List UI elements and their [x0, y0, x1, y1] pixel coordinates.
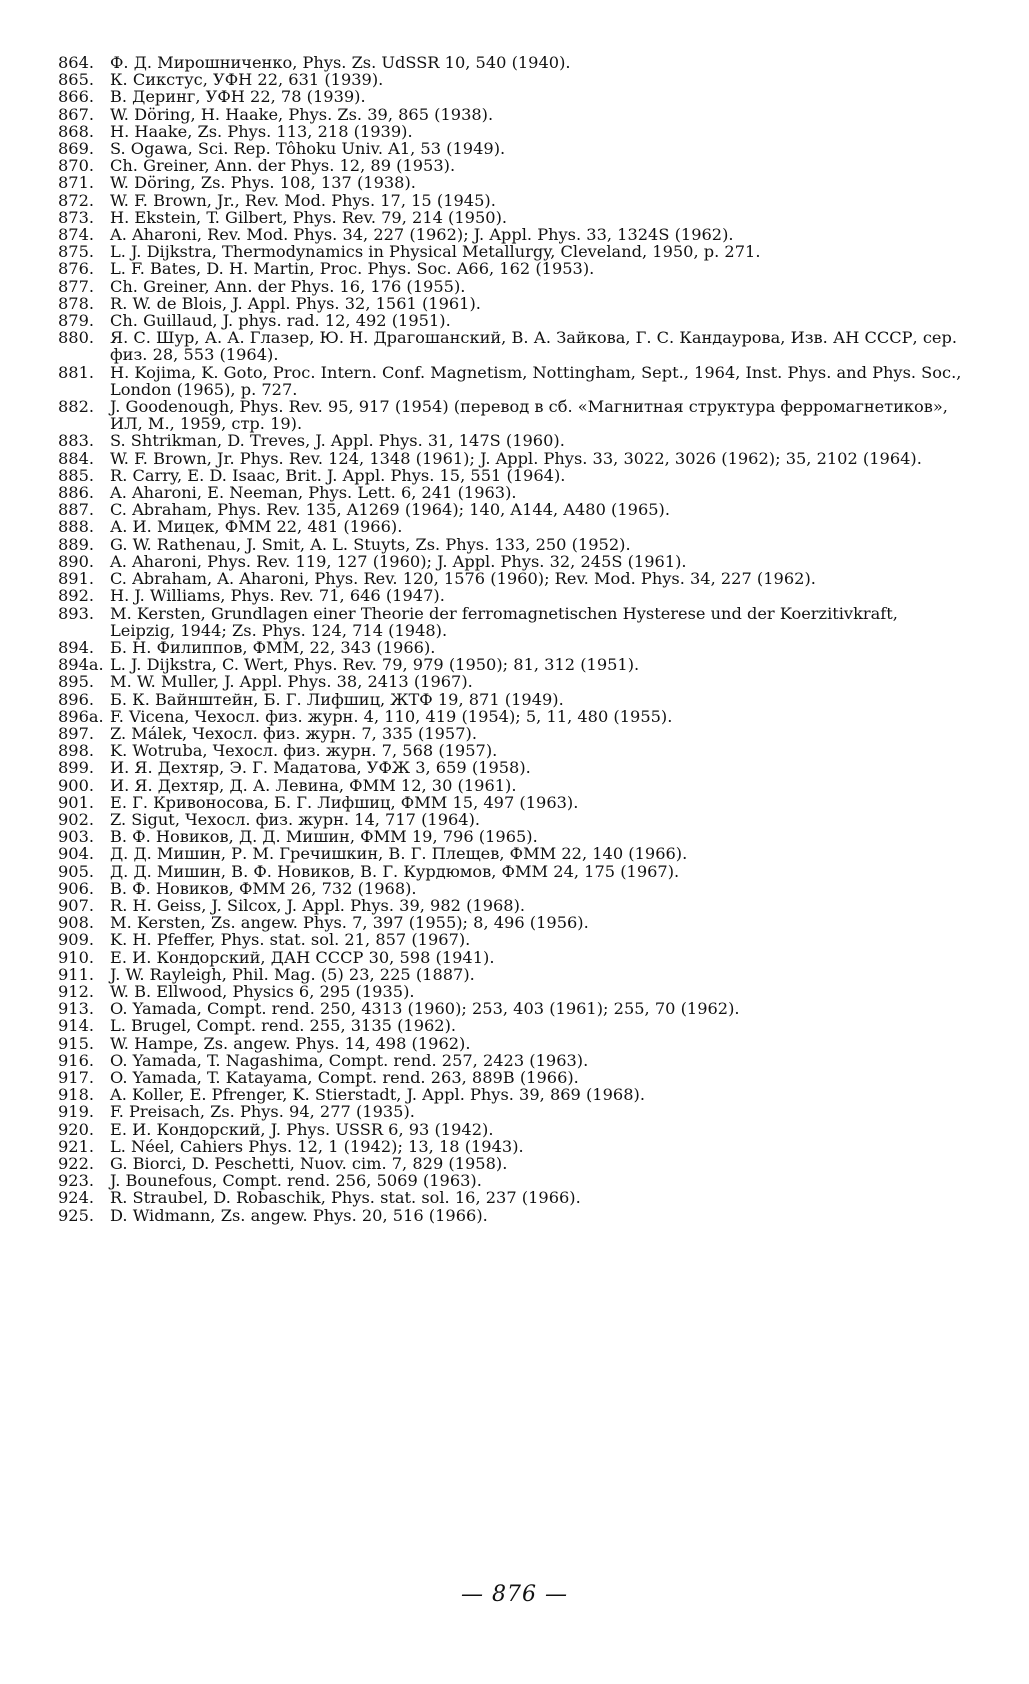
reference-text: C. Abraham, A. Aharoni, Phys. Rev. 120, 1576 (1960); Rev. Mod. Phys. 34, 227 (1962). — [110, 569, 816, 589]
reference-text: Б. Н. Филиппов, ФММ, 22, 343 (1966). — [110, 637, 436, 657]
reference-number: 901. — [58, 792, 95, 812]
reference-text: A. Aharoni, Rev. Mod. Phys. 34, 227 (1962); J. Appl. Phys. 33, 1324S (1962). — [110, 225, 734, 245]
reference-item — [58, 897, 963, 914]
reference-text: Ch. Greiner, Ann. der Phys. 16, 176 (1955). — [110, 276, 466, 296]
reference-item — [58, 587, 963, 604]
reference-text: Z. Málek, Чехосл. физ. журн. 7, 335 (1957). — [110, 723, 477, 743]
reference-item — [58, 1017, 963, 1034]
reference-item — [58, 708, 963, 725]
reference-text: L. Néel, Cahiers Phys. 12, 1 (1942); 13, 18 (1943). — [110, 1136, 524, 1156]
reference-number: 883. — [58, 431, 95, 451]
reference-number: 881. — [58, 362, 95, 382]
reference-item — [58, 467, 963, 484]
reference-item — [58, 174, 963, 191]
reference-item — [58, 140, 963, 157]
reference-number: 890. — [58, 551, 95, 571]
reference-text: Е. Г. Кривоносова, Б. Г. Лифшиц, ФММ 15, 497 (1963). — [110, 792, 579, 812]
reference-item — [58, 192, 963, 209]
reference-item — [58, 226, 963, 243]
reference-item — [58, 983, 963, 1000]
reference-item — [58, 364, 963, 398]
reference-number: 896. — [58, 689, 95, 709]
reference-number: 921. — [58, 1136, 95, 1156]
reference-number: 910. — [58, 947, 95, 967]
reference-number: 918. — [58, 1085, 95, 1105]
reference-text: H. Haake, Zs. Phys. 113, 218 (1939). — [110, 121, 413, 141]
page-number: — 876 — — [461, 1582, 568, 1607]
reference-text: H. Ekstein, T. Gilbert, Phys. Rev. 79, 214 (1950). — [110, 207, 508, 227]
reference-item — [58, 1121, 963, 1138]
reference-item — [58, 71, 963, 88]
reference-item — [58, 949, 963, 966]
reference-text: H. Kojima, K. Goto, Proc. Intern. Conf. Magnetism, Nottingham, Sept., 1964, Inst. Phys. and Phys. Soc., London (1965), p. 727. — [110, 362, 962, 399]
reference-item — [58, 501, 963, 518]
reference-text: W. F. Brown, Jr., Rev. Mod. Phys. 17, 15 (1945). — [110, 190, 496, 210]
reference-item — [58, 863, 963, 880]
reference-number: 889. — [58, 534, 95, 554]
reference-number: 876. — [58, 259, 95, 279]
reference-text: K. Wotruba, Чехосл. физ. журн. 7, 568 (1957). — [110, 741, 498, 761]
reference-number: 884. — [58, 448, 95, 468]
reference-number: 879. — [58, 311, 95, 331]
reference-item — [58, 536, 963, 553]
reference-text: A. Koller, E. Pfrenger, K. Stierstadt, J. Appl. Phys. 39, 869 (1968). — [110, 1085, 645, 1105]
reference-text: И. Я. Дехтяр, Э. Г. Мадатова, УФЖ 3, 659 (1958). — [110, 758, 531, 778]
reference-number: 905. — [58, 861, 95, 881]
reference-number: 893. — [58, 603, 95, 623]
reference-text: Ch. Guillaud, J. phys. rad. 12, 492 (1951). — [110, 311, 451, 331]
reference-item — [58, 691, 963, 708]
reference-item — [58, 1000, 963, 1017]
reference-number: 914. — [58, 1016, 95, 1036]
reference-text: K. H. Pfeffer, Phys. stat. sol. 21, 857 (1967). — [110, 930, 471, 950]
reference-text: L. J. Dijkstra, C. Wert, Phys. Rev. 79, 979 (1950); 81, 312 (1951). — [110, 655, 640, 675]
reference-text: A. Aharoni, E. Neeman, Phys. Lett. 6, 241 (1963). — [110, 483, 517, 503]
reference-text: L. Brugel, Compt. rend. 255, 3135 (1962). — [110, 1016, 457, 1036]
reference-text: В. Ф. Новиков, Д. Д. Мишин, ФММ 19, 796 (1965). — [110, 827, 538, 847]
reference-item — [58, 54, 963, 71]
reference-number: 911. — [58, 964, 95, 984]
reference-text: И. Я. Дехтяр, Д. А. Левина, ФММ 12, 30 (1961). — [110, 775, 517, 795]
reference-item — [58, 656, 963, 673]
reference-item — [58, 123, 963, 140]
reference-number: 907. — [58, 895, 95, 915]
reference-number: 904. — [58, 844, 95, 864]
reference-item — [58, 295, 963, 312]
reference-number: 915. — [58, 1033, 95, 1053]
reference-text: Б. К. Вайнштейн, Б. Г. Лифшиц, ЖТФ 19, 871 (1949). — [110, 689, 564, 709]
reference-number: 871. — [58, 173, 95, 193]
reference-item — [58, 570, 963, 587]
reference-text: R. H. Geiss, J. Silcox, J. Appl. Phys. 39, 982 (1968). — [110, 895, 526, 915]
reference-text: Е. И. Кондорский, ДАН СССР 30, 598 (1941). — [110, 947, 495, 967]
reference-item — [58, 605, 963, 639]
reference-list — [58, 54, 963, 1224]
reference-number: 873. — [58, 207, 95, 227]
reference-item — [58, 742, 963, 759]
reference-item — [58, 398, 963, 432]
reference-item — [58, 725, 963, 742]
reference-number: 917. — [58, 1067, 95, 1087]
reference-number: 909. — [58, 930, 95, 950]
reference-number: 886. — [58, 483, 95, 503]
reference-number: 888. — [58, 517, 95, 537]
reference-number: 895. — [58, 672, 95, 692]
reference-text: J. Bounefous, Compt. rend. 256, 5069 (1963). — [110, 1171, 482, 1191]
reference-item — [58, 157, 963, 174]
reference-text: F. Preisach, Zs. Phys. 94, 277 (1935). — [110, 1102, 415, 1122]
reference-text: R. W. de Blois, J. Appl. Phys. 32, 1561 (1961). — [110, 293, 481, 313]
reference-number: 906. — [58, 878, 95, 898]
reference-item — [58, 1138, 963, 1155]
reference-item — [58, 845, 963, 862]
reference-text: O. Yamada, T. Nagashima, Compt. rend. 257, 2423 (1963). — [110, 1050, 589, 1070]
reference-text: Д. Д. Мишин, В. Ф. Новиков, В. Г. Курдюмов, ФММ 24, 175 (1967). — [110, 861, 680, 881]
reference-text: К. Сикстус, УФН 22, 631 (1939). — [110, 70, 384, 90]
reference-item — [58, 880, 963, 897]
reference-item — [58, 1052, 963, 1069]
reference-number: 913. — [58, 999, 95, 1019]
reference-item — [58, 450, 963, 467]
reference-number: 923. — [58, 1171, 95, 1191]
reference-text: C. Abraham, Phys. Rev. 135, A1269 (1964); 140, A144, A480 (1965). — [110, 500, 671, 520]
reference-item — [58, 278, 963, 295]
reference-number: 870. — [58, 156, 95, 176]
reference-number: 882. — [58, 397, 95, 417]
reference-number: 908. — [58, 913, 95, 933]
reference-number: 872. — [58, 190, 95, 210]
reference-text: Z. Sigut, Чехосл. физ. журн. 14, 717 (1964). — [110, 809, 481, 829]
reference-text: А. И. Мицек, ФММ 22, 481 (1966). — [110, 517, 403, 537]
reference-number: 897. — [58, 723, 95, 743]
reference-text: J. W. Rayleigh, Phil. Mag. (5) 23, 225 (1887). — [110, 964, 475, 984]
reference-text: M. Kersten, Grundlagen einer Theorie der ferromagnetischen Hysterese und der Koerzitivkraft, Leipzig, 1944; Zs. Phys. 124, 714 (1948). — [110, 603, 898, 640]
reference-text: G. Biorci, D. Peschetti, Nuov. cim. 7, 829 (1958). — [110, 1154, 508, 1173]
reference-number: 868. — [58, 121, 95, 141]
reference-number: 874. — [58, 225, 95, 245]
reference-item — [58, 639, 963, 656]
reference-text: O. Yamada, Compt. rend. 250, 4313 (1960); 253, 403 (1961); 255, 70 (1962). — [110, 999, 740, 1019]
reference-text: R. Straubel, D. Robaschik, Phys. stat. sol. 16, 237 (1966). — [110, 1188, 581, 1208]
reference-text: J. Goodenough, Phys. Rev. 95, 917 (1954) (перевод в сб. «Магнитная структура ферромагнетиков», ИЛ, М., 1959, стр. 19). — [110, 397, 948, 434]
reference-text: W. Hampe, Zs. angew. Phys. 14, 498 (1962). — [110, 1033, 471, 1053]
reference-text: F. Vicena, Чехосл. физ. журн. 4, 110, 419 (1954); 5, 11, 480 (1955). — [110, 706, 673, 726]
reference-item — [58, 106, 963, 123]
reference-text: W. F. Brown, Jr. Phys. Rev. 124, 1348 (1961); J. Appl. Phys. 33, 3022, 3026 (1962); 35, 2102 (1964). — [110, 448, 922, 468]
reference-text: W. Döring, H. Haake, Phys. Zs. 39, 865 (1938). — [110, 104, 494, 124]
reference-item — [58, 1189, 963, 1206]
reference-number: 875. — [58, 242, 95, 262]
reference-item — [58, 1207, 963, 1224]
reference-number: 894a. — [58, 655, 104, 675]
reference-text: M. W. Muller, J. Appl. Phys. 38, 2413 (1967). — [110, 672, 473, 692]
reference-item — [58, 673, 963, 690]
reference-text: R. Carry, E. D. Isaac, Brit. J. Appl. Phys. 15, 551 (1964). — [110, 465, 566, 485]
reference-item — [58, 1069, 963, 1086]
reference-number: 898. — [58, 741, 95, 761]
reference-item — [58, 553, 963, 570]
reference-item — [58, 432, 963, 449]
reference-number: 919. — [58, 1102, 95, 1122]
reference-number: 864. — [58, 53, 95, 72]
reference-text: S. Shtrikman, D. Treves, J. Appl. Phys. 31, 147S (1960). — [110, 431, 565, 451]
reference-item — [58, 312, 963, 329]
reference-text: Ch. Greiner, Ann. der Phys. 12, 89 (1953). — [110, 156, 456, 176]
reference-text: H. J. Williams, Phys. Rev. 71, 646 (1947). — [110, 586, 445, 606]
reference-text: В. Ф. Новиков, ФММ 26, 732 (1968). — [110, 878, 417, 898]
reference-number: 866. — [58, 87, 95, 107]
reference-number: 867. — [58, 104, 95, 124]
reference-text: W. Döring, Zs. Phys. 108, 137 (1938). — [110, 173, 416, 193]
reference-text: M. Kersten, Zs. angew. Phys. 7, 397 (1955); 8, 496 (1956). — [110, 913, 589, 933]
reference-item — [58, 794, 963, 811]
reference-number: 912. — [58, 981, 95, 1001]
reference-text: W. B. Ellwood, Physics 6, 295 (1935). — [110, 981, 415, 1001]
reference-text: Я. С. Шур, А. А. Глазер, Ю. Н. Драгошанский, В. А. Зайкова, Г. С. Кандаурова, Изв. АН СССР, сер. физ. 28, 553 (1964). — [110, 328, 957, 365]
reference-number: 865. — [58, 70, 95, 90]
reference-number: 922. — [58, 1154, 95, 1173]
reference-item — [58, 759, 963, 776]
reference-number: 891. — [58, 569, 95, 589]
reference-text: L. F. Bates, D. H. Martin, Proc. Phys. Soc. A66, 162 (1953). — [110, 259, 595, 279]
reference-number: 903. — [58, 827, 95, 847]
reference-item — [58, 1155, 963, 1172]
reference-item — [58, 260, 963, 277]
reference-item — [58, 966, 963, 983]
reference-number: 885. — [58, 465, 95, 485]
reference-item — [58, 484, 963, 501]
reference-item — [58, 1172, 963, 1189]
reference-text: A. Aharoni, Phys. Rev. 119, 127 (1960); J. Appl. Phys. 32, 245S (1961). — [110, 551, 687, 571]
reference-item — [58, 777, 963, 794]
reference-number: 877. — [58, 276, 95, 296]
reference-text: G. W. Rathenau, J. Smit, A. L. Stuyts, Zs. Phys. 133, 250 (1952). — [110, 534, 631, 554]
reference-item — [58, 518, 963, 535]
reference-item — [58, 209, 963, 226]
reference-text: S. Ogawa, Sci. Rep. Tôhoku Univ. A1, 53 (1949). — [110, 139, 506, 159]
reference-number: 900. — [58, 775, 95, 795]
reference-number: 925. — [58, 1205, 95, 1225]
reference-number: 887. — [58, 500, 95, 520]
reference-number: 920. — [58, 1119, 95, 1139]
reference-text: L. J. Dijkstra, Thermodynamics in Physical Metallurgy, Cleveland, 1950, p. 271. — [110, 242, 761, 262]
reference-item — [58, 1103, 963, 1120]
reference-number: 869. — [58, 139, 95, 159]
reference-text: O. Yamada, T. Katayama, Compt. rend. 263, 889B (1966). — [110, 1067, 579, 1087]
reference-item — [58, 329, 963, 363]
reference-number: 892. — [58, 586, 95, 606]
reference-text: В. Деринг, УФН 22, 78 (1939). — [110, 87, 366, 107]
reference-text: D. Widmann, Zs. angew. Phys. 20, 516 (1966). — [110, 1205, 488, 1225]
reference-text: Д. Д. Мишин, Р. М. Гречишкин, В. Г. Плещев, ФММ 22, 140 (1966). — [110, 844, 688, 864]
reference-number: 916. — [58, 1050, 95, 1070]
reference-number: 924. — [58, 1188, 95, 1208]
reference-item — [58, 1035, 963, 1052]
reference-item — [58, 914, 963, 931]
reference-item — [58, 811, 963, 828]
reference-item — [58, 828, 963, 845]
reference-number: 899. — [58, 758, 95, 778]
reference-item — [58, 88, 963, 105]
reference-number: 896a. — [58, 706, 104, 726]
reference-number: 880. — [58, 328, 95, 348]
reference-item — [58, 1086, 963, 1103]
reference-number: 902. — [58, 809, 95, 829]
reference-text: Ф. Д. Мирошниченко, Phys. Zs. UdSSR 10, 540 (1940). — [110, 53, 571, 72]
reference-text: Е. И. Кондорский, J. Phys. USSR 6, 93 (1942). — [110, 1119, 494, 1139]
reference-item — [58, 243, 963, 260]
reference-item — [58, 931, 963, 948]
reference-number: 894. — [58, 637, 95, 657]
reference-number: 878. — [58, 293, 95, 313]
